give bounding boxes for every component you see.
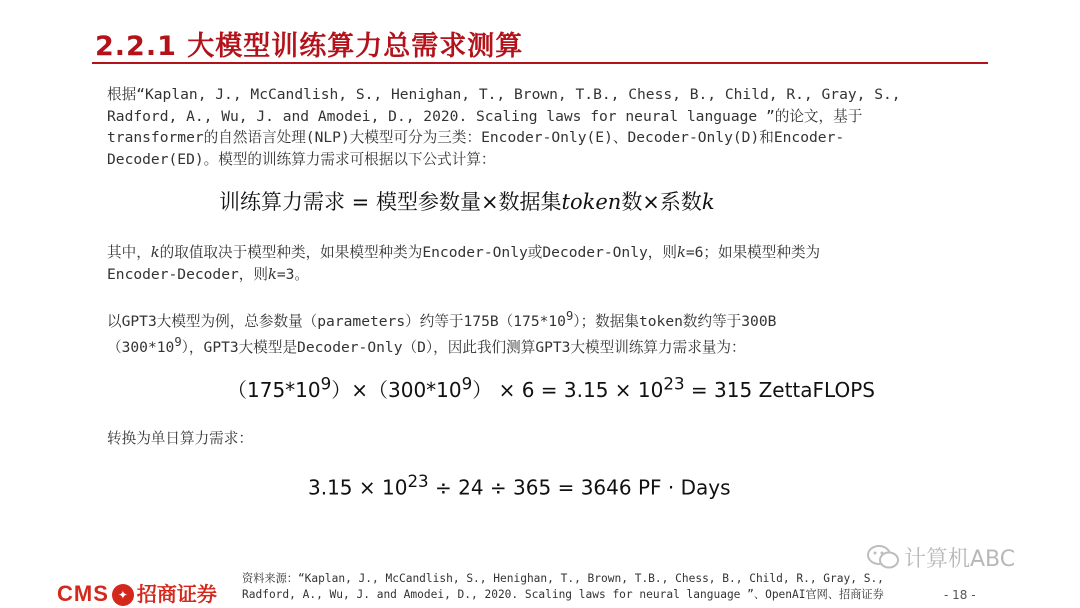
- source-note: [242, 571, 922, 603]
- gpt3-example-paragraph: [107, 306, 967, 359]
- text-run: =6；如果模型种类为: [685, 244, 821, 261]
- exponent: 9: [174, 335, 182, 350]
- title-divider: [92, 62, 988, 64]
- formula-run: = 315 ZettaFLOPS: [684, 378, 875, 402]
- exponent: 9: [320, 374, 332, 394]
- formula-run: ）×（300*10: [331, 378, 462, 402]
- cms-emblem-icon: ✦: [112, 584, 134, 606]
- training-compute-formula: [219, 186, 715, 216]
- formula1-mid: 数×系数: [621, 190, 702, 214]
- formula-run: ） × 6 = 3.15 × 10: [472, 378, 664, 402]
- intro-line: transformer的自然语言处理(NLP)大模型可分为三类：Encoder-Only(E)、Decoder-Only(D)和Encoder-: [107, 129, 845, 146]
- text-run: 转换为单日算力需求：: [107, 430, 253, 447]
- source-line: Radford, A., Wu, J. and Amodei, D., 2020. Scaling laws for neural language ”、OpenAI官网、招商证券: [242, 588, 884, 601]
- exponent: 9: [461, 374, 473, 394]
- gpt3-line-2: [107, 332, 967, 358]
- intro-line: Decoder(ED)。模型的训练算力需求可根据以下公式计算：: [107, 150, 496, 168]
- formula1-k: k: [701, 190, 715, 214]
- intro-line: 根据“Kaplan, J., McCandlish, S., Henighan, T., Brown, T.B., Chess, B., Child, R., Gray, S.,: [107, 86, 901, 103]
- k-symbol: k: [267, 265, 277, 283]
- k-symbol: k: [150, 244, 160, 261]
- convert-label: [107, 428, 967, 450]
- text-run: 其中，: [107, 244, 151, 261]
- watermark: [866, 542, 1015, 573]
- source-line: 资料来源：“Kaplan, J., McCandlish, S., Henighan, T., Brown, T.B., Chess, B., Child, R., Gray, S.,: [242, 572, 884, 585]
- text-run: Encoder-Decoder，则: [107, 265, 268, 283]
- formula-run: （175*10: [227, 378, 321, 402]
- text-run: 的取值取决于模型种类，如果模型种类为Encoder-Only或Decoder-Only，则: [159, 244, 677, 261]
- intro-paragraph: [107, 84, 967, 170]
- k-symbol: k: [676, 244, 686, 261]
- k-definition-paragraph: [107, 242, 967, 285]
- page-number: - 18 -: [944, 588, 976, 602]
- formula-run: 3.15 × 10: [308, 475, 408, 500]
- intro-line: Radford, A., Wu, J. and Amodei, D., 2020. Scaling laws for neural language ”的论文，基于: [107, 107, 863, 125]
- gpt3-compute-formula: [227, 374, 875, 403]
- daily-compute-formula: [308, 472, 731, 500]
- watermark-text: 计算机ABC: [904, 547, 1016, 572]
- exponent: 23: [663, 374, 685, 394]
- text-run: ）；数据集token数约等于300B: [573, 312, 777, 330]
- text-run: （300*10: [107, 339, 175, 357]
- logo-text: CMS: [57, 581, 109, 606]
- gpt3-line-1: [107, 306, 967, 332]
- formula-run: ÷ 24 ÷ 365 = 3646 PF · Days: [428, 475, 731, 500]
- exponent: 23: [407, 472, 429, 491]
- wechat-icon: [866, 544, 900, 570]
- formula1-prefix: 训练算力需求 = 模型参数量×数据集: [219, 190, 562, 214]
- text-run: 以GPT3大模型为例，总参数量（parameters）约等于175B（175*10: [107, 312, 566, 330]
- formula1-token: token: [561, 190, 622, 214]
- k-line-1: [107, 242, 967, 264]
- exponent: 9: [565, 309, 574, 323]
- cms-logo: [57, 578, 217, 607]
- k-line-2: [107, 264, 967, 286]
- text-run: ），GPT3大模型是Decoder-Only（D），因此我们测算GPT3大模型训练算力需求量为：: [181, 339, 746, 357]
- logo-cn-text: 招商证券: [136, 582, 217, 606]
- page-title: 2.2.1 大模型训练算力总需求测算: [95, 31, 524, 62]
- text-run: =3。: [276, 265, 309, 283]
